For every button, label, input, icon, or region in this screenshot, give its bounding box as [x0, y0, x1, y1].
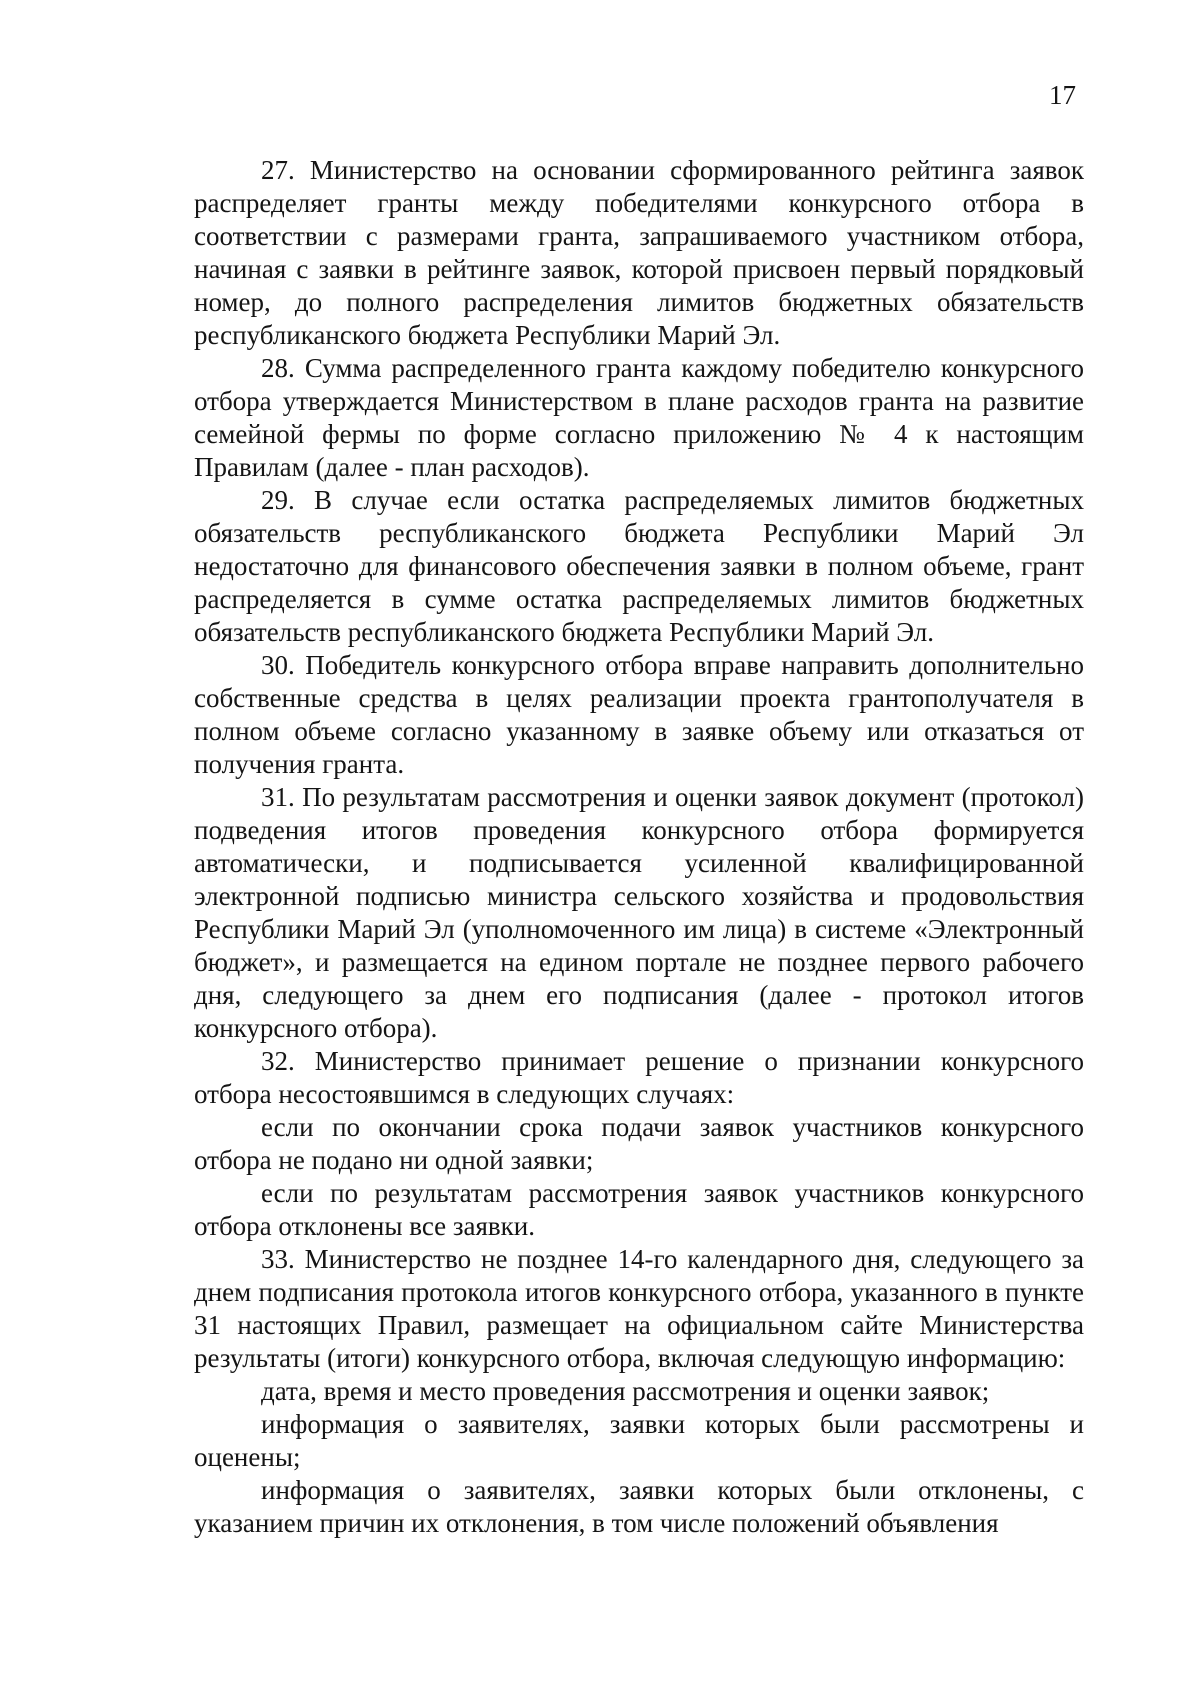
paragraph-33-item-rejected-applicants: информация о заявителях, заявки которых были отклонены, с указанием причин их отклонения, в том числе положений объявления [194, 1475, 1084, 1538]
paragraph-33: 33. Министерство не позднее 14-го календарного дня, следующего за днем подписания протокола итогов конкурсного отбора, указанного в пункте 31 настоящих Правил, размещает на официальном сайте Министерства результаты (итоги) конкурсного отбора, включая следующую информацию: [194, 1244, 1084, 1373]
paragraph-33-item-date-time-place: дата, время и место проведения рассмотрения и оценки заявок; [261, 1376, 990, 1406]
document-body [194, 154, 1084, 1540]
paragraph-32: 32. Министерство принимает решение о признании конкурсного отбора несостоявшимся в следующих случаях: [194, 1046, 1084, 1109]
page-number: 17 [1049, 80, 1076, 110]
paragraph-31: 31. По результатам рассмотрения и оценки заявок документ (протокол) подведения итогов проведения конкурсного отбора формируется автоматически, и подписывается усиленной квалифицированной электронной подписью министра сельского хозяйства и продовольствия Республики Марий Эл (уполномоченного им лица) в системе «Электронный бюджет», и размещается на едином портале не позднее первого рабочего дня, следующего за днем его подписания (далее - протокол итогов конкурсного отбора). [194, 782, 1084, 1043]
paragraph-33-item-reviewed-applicants: информация о заявителях, заявки которых были рассмотрены и оценены; [194, 1409, 1084, 1472]
paragraph-28: 28. Сумма распределенного гранта каждому победителю конкурсного отбора утверждается Министерством в плане расходов гранта на развитие семейной фермы по форме согласно приложению № 4 к настоящим Правилам (далее - план расходов). [194, 353, 1084, 482]
paragraph-30: 30. Победитель конкурсного отбора вправе направить дополнительно собственные средства в целях реализации проекта грантополучателя в полном объеме согласно указанному в заявке объему или отказаться от получения гранта. [194, 650, 1084, 779]
paragraph-27: 27. Министерство на основании сформированного рейтинга заявок распределяет гранты между победителями конкурсного отбора в соответствии с размерами гранта, запрашиваемого участником отбора, начиная с заявки в рейтинге заявок, которой присвоен первый порядковый номер, до полного распределения лимитов бюджетных обязательств республиканского бюджета Республики Марий Эл. [194, 155, 1084, 350]
paragraph-32-case-all-rejected: если по результатам рассмотрения заявок участников конкурсного отбора отклонены все заявки. [194, 1178, 1084, 1241]
paragraph-32-case-no-applications: если по окончании срока подачи заявок участников конкурсного отбора не подано ни одной заявки; [194, 1112, 1084, 1175]
paragraph-29: 29. В случае если остатка распределяемых лимитов бюджетных обязательств республиканского бюджета Республики Марий Эл недостаточно для финансового обеспечения заявки в полном объеме, грант распределяется в сумме остатка распределяемых лимитов бюджетных обязательств республиканского бюджета Республики Марий Эл. [194, 485, 1084, 647]
